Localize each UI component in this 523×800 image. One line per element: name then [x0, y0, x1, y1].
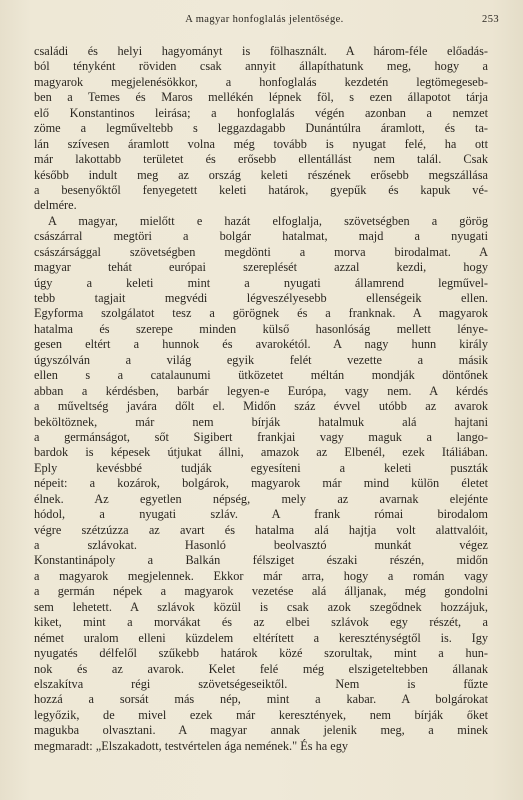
text-line: úgy a keleti mint a nyugati államrend legművel- [34, 275, 488, 290]
text-line: német uralom elleni küzdelem eltérített a kereszténységtől is. Igy [34, 630, 488, 645]
text-line: a szlávokat. Hasonló beolvasztó munkát végez [34, 538, 488, 552]
text-line: megmaradt: „Elszakadott, testvértelen ága nemének." És ha egy [34, 738, 349, 753]
text-line: élnek. Az egyetlen népség, mely az avarnak elejénte [34, 491, 488, 506]
text-line: hódol, a nyugati szláv. A frank római birodalom [34, 507, 488, 522]
text-line: zöme a legműveltebb s leggazdagabb Dunántúlra áramlott, és ta- [34, 121, 488, 136]
text-line: a germán népek a magyarok vezetése alá álljanak, még gondolni [34, 584, 488, 599]
text-line: elő Konstantinos leirása; a honfoglalás végén azonban a nemzet [34, 105, 488, 120]
text-line: ellen s a catalaunumi ütközetet méltán mondják döntőnek [34, 368, 488, 383]
running-head: A magyar honfoglalás jelentősége. [185, 14, 344, 25]
text-line: úgyszólván a világ egyik felét vezette a másik [34, 352, 488, 367]
text-line: lán szívesen áramlott volna még tovább is nyugat felé, ha ott [34, 136, 488, 151]
text-line: nyugatés délfelől szűkebb határok közé szorultak, mint a hun- [34, 646, 488, 661]
text-line: beköltöznek, már nem bírják hatalmuk alá hajtani [34, 414, 488, 429]
text-line: bardok is képesek útjukat állni, amazok az Elbenél, ezek Itáliában. [34, 445, 488, 460]
paragraph [34, 214, 488, 754]
text-line: Egyforma szolgálatot tesz a görögnek és a franknak. A magyarok [34, 306, 488, 321]
text-line: a besenyőktől fenyegetett keleti határok, gyepűk és kapuk vé- [34, 182, 488, 197]
text-line: nok és az avarok. Kelet felé még elszigeteltebben állanak [34, 661, 488, 676]
text-line: Eply kevésbbé tudják egyesíteni a keleti puszták [34, 460, 488, 475]
text-line: magyar tehát európai szereplését azzal kezdi, hogy [34, 260, 488, 275]
page-header [30, 14, 499, 28]
text-line: abban a kérdésben, barbár legyen-e Európa, vagy nem. A kérdés [34, 383, 488, 398]
text-line: már lakottabb területet és erősebb ellentállást nem talál. Csak [34, 152, 488, 167]
text-line: tebb tagjait megvédi légveszélyesebb ellenségeik ellen. [34, 291, 488, 305]
text-line: delmére. [34, 198, 77, 213]
text-line: hozzá a sorsát más nép, mint a kabar. A bolgárokat [34, 692, 488, 707]
text-line: később indult meg az ország keleti részének erősebb megszállása [34, 167, 488, 182]
text-line: magukba olvasztani. A magyar annak jelenik meg, a minek [34, 723, 488, 738]
text-line: ból tényként röviden csak annyit állapíthatunk meg, hogy a [34, 59, 488, 74]
paragraph [34, 44, 488, 214]
text-line: császársággal szövetségben megdönti a morva birodalmat. A [34, 244, 488, 259]
text-line: végre szétzúzza az avart és hatalma alá hajtja volt alattvalóit, [34, 522, 488, 537]
text-line: császárral megtöri a bolgár hatalmat, majd a nyugati [34, 229, 488, 244]
text-line: magyarok megjelenésökkor, a honfoglalás kezdetén legtömegeseb- [34, 74, 488, 89]
text-line: hatalma és szerepe minden külső hasonlóság mellett lénye- [34, 321, 488, 336]
text-line: legyőzik, de mivel ezek már keresztények, nem bírják őket [34, 707, 488, 722]
text-line: családi és helyi hagyományt is fölhasznált. A három-féle előadás- [34, 44, 488, 58]
text-line: Konstantinápoly a Balkán félsziget északi részén, midőn [34, 553, 488, 568]
text-line: ben a Temes és Maros mellékén lépnek föl, s ezen állapotot tárja [34, 90, 488, 105]
text-line: elszakítva régi szövetségeseiktől. Nem is fűzte [34, 676, 488, 691]
page-number: 253 [482, 14, 499, 25]
text-line: A magyar, mielőtt e hazát elfoglalja, szövetségben a görög [48, 213, 488, 228]
text-line: népeit: a kozárok, bolgárok, magyarok már mind külön életet [34, 476, 488, 491]
text-line: a magyarok megjelennek. Ekkor már arra, hogy a román vagy [34, 568, 488, 583]
text-line: a műveltség javára dőlt el. Midőn száz évvel utóbb az avarok [34, 399, 488, 414]
text-line: gesen eltért a hunnok és avarokétól. A nagy hunn király [34, 337, 488, 352]
text-line: sem lehetett. A szlávok közül is csak azok szegődnek hozzájuk, [34, 599, 488, 614]
text-line: kiket, mint a morvákat és az elbei szlávok egy részét, a [34, 615, 488, 630]
body-text [34, 44, 488, 754]
text-line: a germánságot, sőt Sigibert frankjai vagy maguk a lango- [34, 429, 488, 444]
